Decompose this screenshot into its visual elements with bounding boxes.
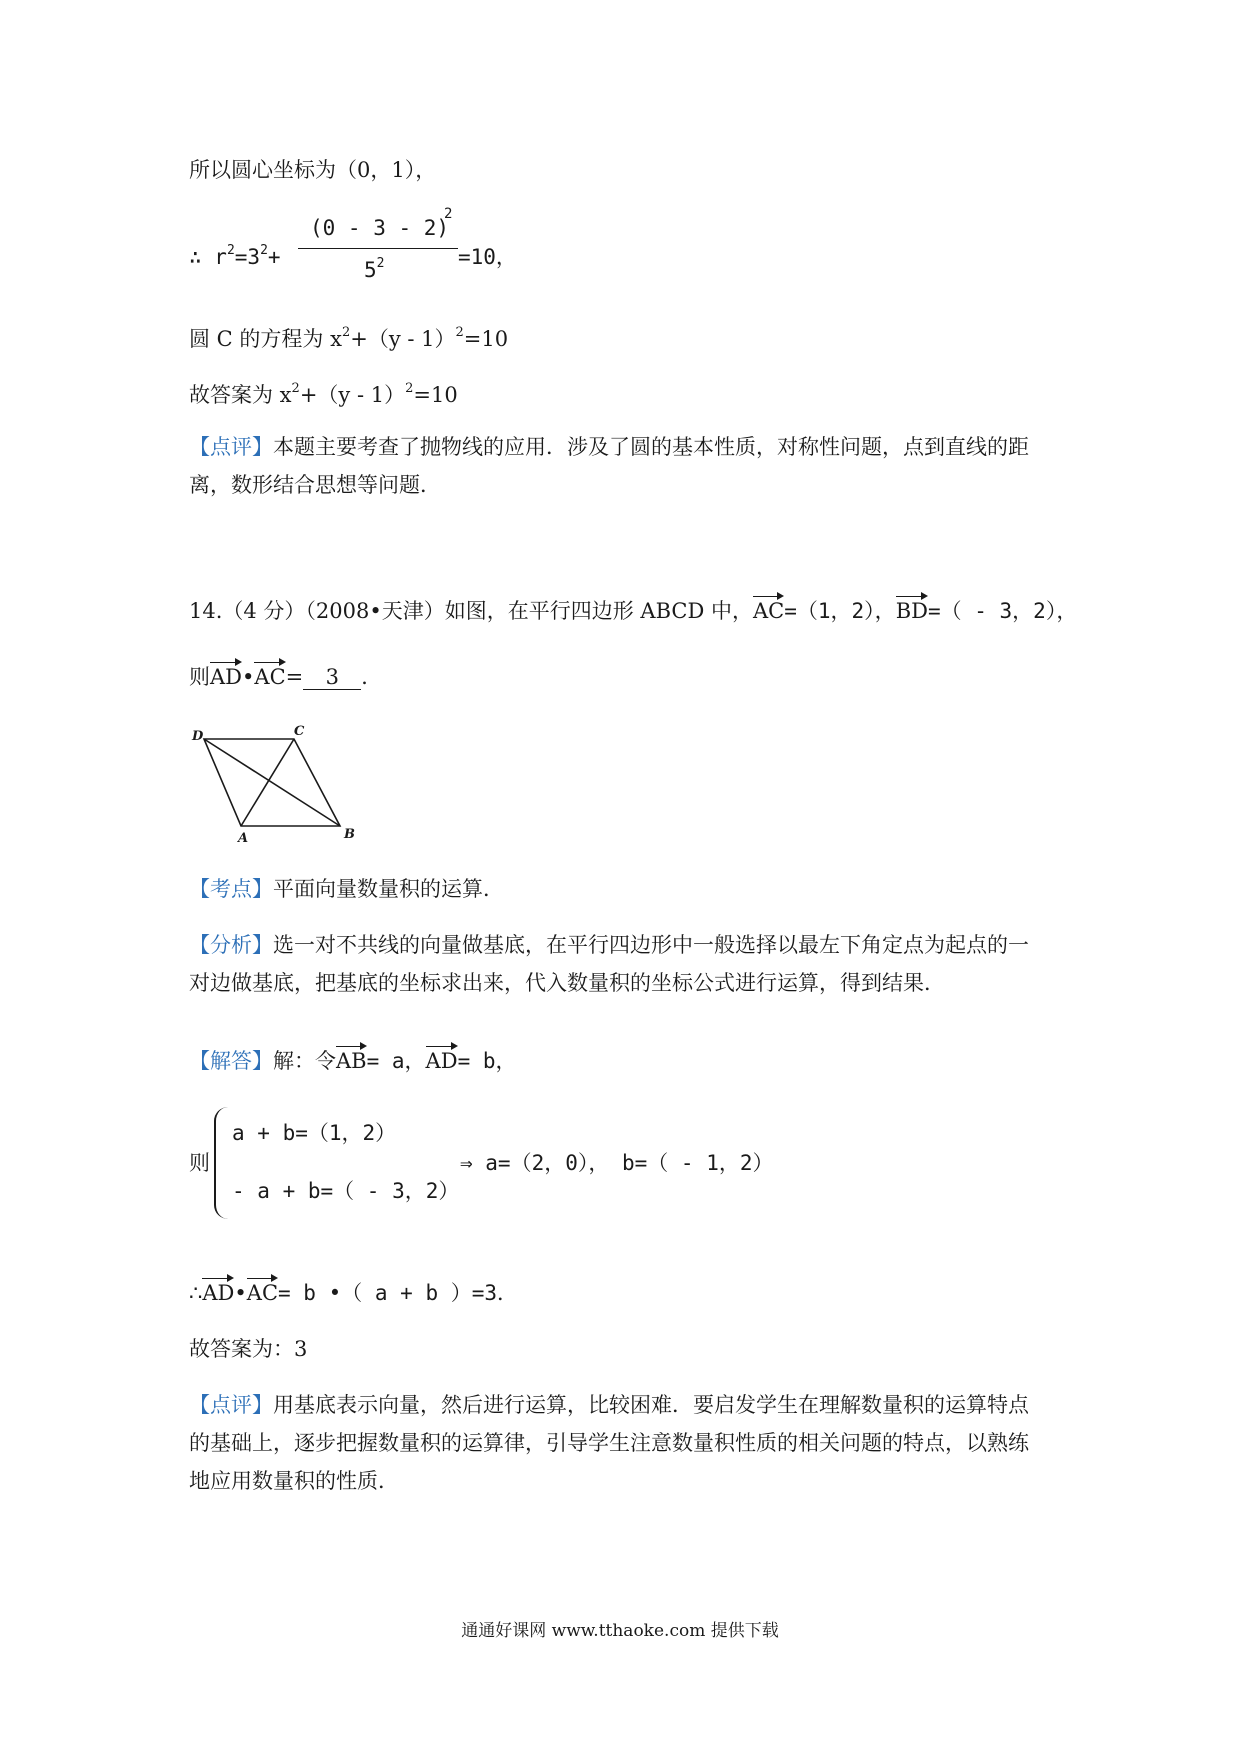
denominator-exp: 2 xyxy=(376,256,385,271)
ad-value: = b， xyxy=(457,1049,517,1073)
stem-prefix: 14.（4 分）（2008•天津）如图，在平行四边形 ABCD 中， xyxy=(189,599,754,623)
then-prefix: 则 xyxy=(189,665,210,689)
prev-answer xyxy=(189,380,458,410)
circle-eq-end: =10 xyxy=(463,327,509,351)
prev-comment-line-1 xyxy=(189,432,1029,462)
circle-eq-exp2: 2 xyxy=(455,325,464,340)
vector-ac-result: AC xyxy=(247,1276,278,1308)
fenxi-tag: 【分析】 xyxy=(189,933,273,957)
circle-eq-exp: 2 xyxy=(341,325,351,340)
diagonal-ac xyxy=(241,739,294,826)
kaodian-tag: 【考点】 xyxy=(189,877,273,901)
label-d: D xyxy=(192,729,204,744)
question-stem xyxy=(189,594,1077,626)
jieda-line xyxy=(189,1044,517,1076)
ac-value: =（1，2）， xyxy=(784,599,896,623)
vector-ad-result: AD xyxy=(202,1276,234,1308)
period: ． xyxy=(361,665,383,689)
diagonal-bd xyxy=(204,739,340,826)
kaodian-line xyxy=(189,874,504,904)
page-footer: 通通好课网 www.tthaoke.com 提供下载 xyxy=(461,1621,779,1641)
dianping-line-3: 地应用数量积的性质． xyxy=(189,1469,399,1493)
solution-center-line: 所以圆心坐标为（0，1）， xyxy=(189,158,437,182)
final-answer: 故答案为：3 xyxy=(189,1337,308,1361)
dianping-line-1 xyxy=(189,1390,1029,1420)
numerator-exponent: 2 xyxy=(444,206,453,222)
r-mid: =3 xyxy=(234,245,261,269)
label-c: C xyxy=(294,724,305,739)
r-mid-exp: 2 xyxy=(260,243,268,258)
answer-end: =10 xyxy=(413,383,458,407)
circle-eq-prefix: 圆 C 的方程为 x xyxy=(189,327,342,351)
r-exp: 2 xyxy=(226,243,235,258)
bd-value: =（ - 3，2）， xyxy=(927,599,1078,623)
equals-sign: = xyxy=(285,665,304,689)
circle-eq-mid: +（y - 1） xyxy=(350,327,456,351)
radius-fraction xyxy=(298,206,458,286)
fraction-denominator xyxy=(364,258,384,282)
vector-ad: AD xyxy=(210,660,242,692)
answer-mid: +（y - 1） xyxy=(299,383,406,407)
plus-sign: + xyxy=(267,245,281,269)
vector-bd: BD xyxy=(896,594,928,626)
vector-ad-def: AD xyxy=(426,1044,458,1076)
vector-ac: AC xyxy=(753,594,784,626)
answer-exp2: 2 xyxy=(405,381,414,396)
fraction-bar xyxy=(298,248,458,249)
numerator-text: (0 - 3 - 2) xyxy=(310,216,450,240)
prev-comment-line-2: 离，数形结合思想等问题． xyxy=(189,473,441,497)
kaodian-text: 平面向量数量积的运算． xyxy=(273,877,504,901)
vector-ac-2: AC xyxy=(254,660,285,692)
r-prefix: ∴ r xyxy=(189,245,227,269)
fraction-numerator xyxy=(310,216,449,240)
vector-ab: AB xyxy=(336,1044,367,1076)
system-then: 则 xyxy=(189,1151,210,1175)
therefore-line xyxy=(189,1276,518,1308)
fenxi-line-2: 对边做基底，把基底的坐标求出来，代入数量积的坐标公式进行运算，得到结果． xyxy=(189,971,945,995)
comment-text-1: 本题主要考查了抛物线的应用．涉及了圆的基本性质，对称性问题，点到直线的距 xyxy=(273,435,1029,459)
label-a: A xyxy=(238,831,249,842)
system-implies: ⇒ a=（2，0）， b=（ - 1，2） xyxy=(460,1151,774,1175)
dot-operator-2: • xyxy=(234,1281,247,1305)
answer-blank: 3 xyxy=(303,665,361,690)
fenxi-text-1: 选一对不共线的向量做基底，在平行四边形中一般选择以最左下角定点为起点的一 xyxy=(273,933,1029,957)
parallelogram-figure xyxy=(190,722,360,842)
jieda-prefix: 解：令 xyxy=(273,1049,336,1073)
label-b: B xyxy=(344,827,355,842)
system-line-2: - a + b=（ - 3，2） xyxy=(232,1179,460,1203)
answer-exp: 2 xyxy=(291,381,300,396)
therefore-sign: ∴ xyxy=(189,1281,203,1305)
dianping-text-1: 用基底表示向量，然后进行运算，比较困难．要启发学生在理解数量积的运算特点 xyxy=(273,1393,1029,1417)
result-expression: = b •（ a + b ）=3． xyxy=(278,1281,519,1305)
dot-operator: • xyxy=(242,665,255,689)
dianping-tag: 【点评】 xyxy=(189,1393,273,1417)
system-line-1: a + b=（1，2） xyxy=(232,1121,397,1145)
question-ask xyxy=(189,660,382,692)
dianping-line-2: 的基础上，逐步把握数量积的运算律，引导学生注意数量积性质的相关问题的特点，以熟练 xyxy=(189,1431,1029,1455)
denominator-text: 5 xyxy=(364,258,377,282)
answer-prefix: 故答案为 x xyxy=(189,383,292,407)
jieda-tag: 【解答】 xyxy=(189,1049,273,1073)
comment-tag: 【点评】 xyxy=(189,435,273,459)
fenxi-line-1 xyxy=(189,930,1029,960)
circle-equation xyxy=(189,324,508,354)
system-brace xyxy=(214,1107,232,1219)
radius-result: =10， xyxy=(458,245,517,269)
radius-equation xyxy=(189,242,281,272)
ab-value: = a， xyxy=(366,1049,426,1073)
